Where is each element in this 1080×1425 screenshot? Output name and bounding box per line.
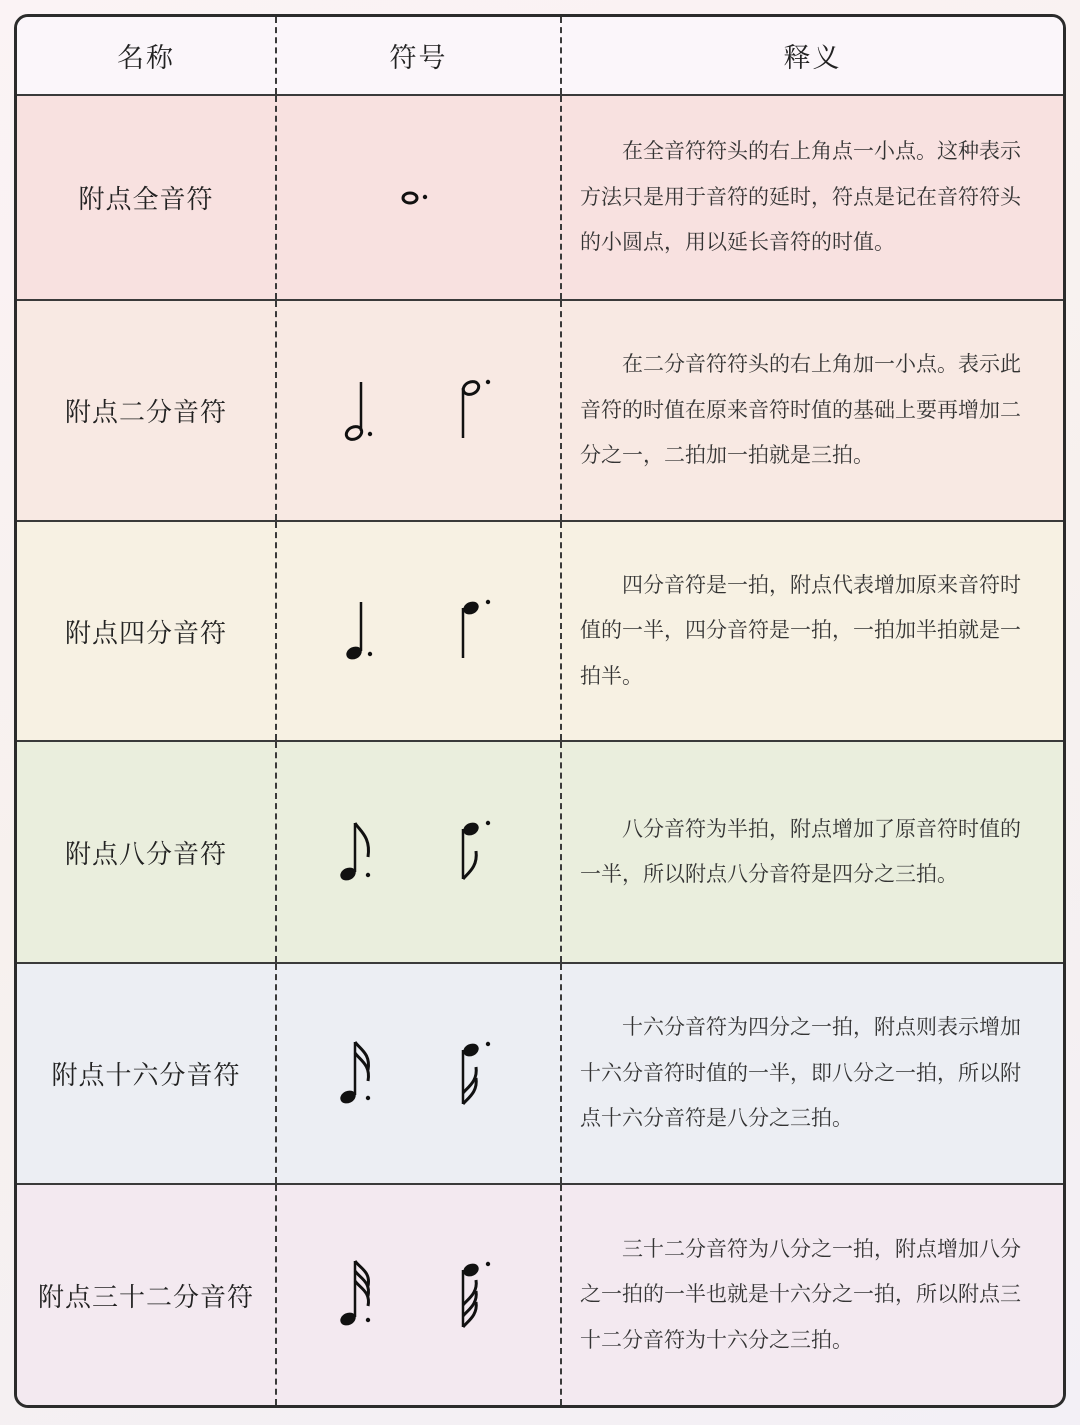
dotted-quarter-note-stem-up-icon: [340, 596, 384, 666]
description-text: 三十二分音符为八分之一拍，附点增加八分之一拍的一半也就是十六分之一拍，所以附点三十二分音符为十六分之三拍。: [580, 1236, 1021, 1352]
table-row: [17, 741, 1063, 963]
notes-table-frame: [14, 14, 1066, 1408]
dotted-sixteenth-note-stem-up-icon: [334, 1038, 384, 1110]
dotted-thirty-second-note-stem-down-icon: [454, 1258, 504, 1332]
header-meaning: 释义: [561, 17, 1063, 95]
note-name: 附点八分音符: [17, 741, 276, 963]
header-name: 名称: [17, 17, 276, 95]
note-description: [561, 1184, 1063, 1405]
dotted-sixteenth-note-stem-down-icon: [454, 1038, 504, 1110]
dotted-quarter-note-stem-down-icon: [454, 596, 498, 666]
note-symbol: [276, 521, 561, 741]
header-symbol: 符号: [276, 17, 561, 95]
description-text: 四分音符是一拍，附点代表增加原来音符时值的一半，四分音符是一拍，一拍加半拍就是一拍半。: [580, 572, 1021, 688]
description-text: 在全音符符头的右上角点一小点。这种表示方法只是用于音符的延时，符点是记在音符符头的小圆点，用以延长音符的时值。: [580, 139, 1021, 255]
dotted-half-note-stem-up-icon: [340, 376, 384, 446]
dotted-thirty-second-note-stem-up-icon: [334, 1258, 384, 1332]
note-symbol: [276, 1184, 561, 1405]
note-symbol: [276, 741, 561, 963]
table-row: [17, 521, 1063, 741]
note-description: [561, 741, 1063, 963]
description-text: 八分音符为半拍，附点增加了原音符时值的一半，所以附点八分音符是四分之三拍。: [580, 816, 1021, 886]
note-description: [561, 963, 1063, 1184]
note-description: [561, 300, 1063, 521]
dotted-eighth-note-stem-up-icon: [334, 817, 384, 887]
description-text: 在二分音符符头的右上角加一小点。表示此音符的时值在原来音符时值的基础上要再增加二分之一，二拍加一拍就是三拍。: [580, 352, 1021, 468]
note-name: 附点三十二分音符: [17, 1184, 276, 1405]
note-name: 附点四分音符: [17, 521, 276, 741]
dotted-whole-note-icon: [394, 178, 444, 218]
note-symbol: [276, 95, 561, 300]
description-text: 十六分音符为四分之一拍，附点则表示增加十六分音符时值的一半，即八分之一拍，所以附点十六分音符是八分之三拍。: [580, 1015, 1021, 1131]
table-header-row: [17, 17, 1063, 95]
dotted-half-note-stem-down-icon: [454, 376, 498, 446]
note-symbol: [276, 963, 561, 1184]
note-name: 附点二分音符: [17, 300, 276, 521]
note-symbol: [276, 300, 561, 521]
note-name: 附点全音符: [17, 95, 276, 300]
dotted-notes-table: [17, 17, 1063, 1405]
note-name: 附点十六分音符: [17, 963, 276, 1184]
table-row: [17, 95, 1063, 300]
note-description: [561, 521, 1063, 741]
table-row: [17, 300, 1063, 521]
note-description: [561, 95, 1063, 300]
table-row: [17, 963, 1063, 1184]
dotted-eighth-note-stem-down-icon: [454, 817, 504, 887]
table-row: [17, 1184, 1063, 1405]
